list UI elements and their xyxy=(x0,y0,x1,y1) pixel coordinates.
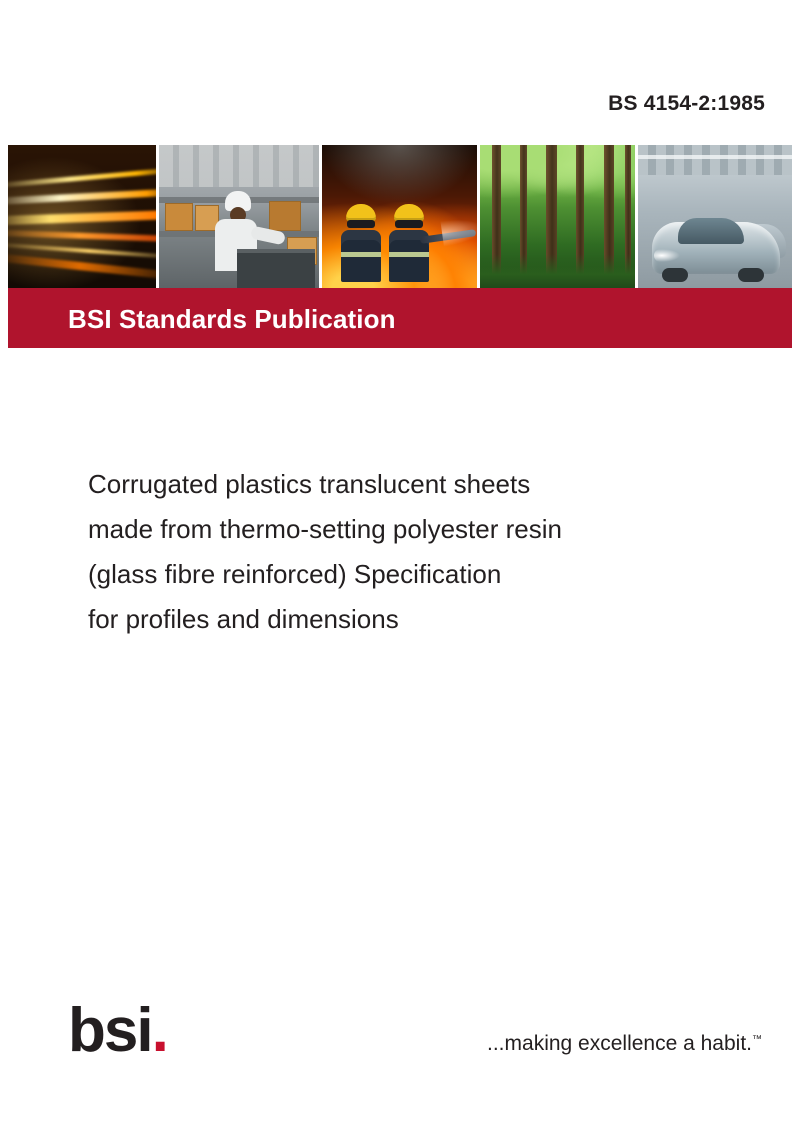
title-line: Corrugated plastics translucent sheets xyxy=(88,469,531,499)
car-wheel xyxy=(662,268,688,282)
helmet xyxy=(346,204,376,221)
title-line: for profiles and dimensions xyxy=(88,604,399,634)
water-spray xyxy=(440,215,477,247)
bsi-logo-text: bsi xyxy=(68,996,152,1065)
standard-number: BS 4154-2:1985 xyxy=(608,92,765,115)
image-warehouse-worker xyxy=(159,145,319,288)
banner-label: BSI Standards Publication xyxy=(68,304,396,334)
factory-ceiling-rail xyxy=(638,145,792,175)
tagline xyxy=(487,1032,762,1056)
image-motorway-light-trails xyxy=(8,145,156,288)
reflective-band xyxy=(341,252,381,257)
warehouse-box xyxy=(165,203,193,231)
smoke xyxy=(322,145,477,205)
title-line: made from thermo-setting polyester resin xyxy=(88,514,562,544)
trademark-symbol: ™ xyxy=(752,1034,762,1045)
car-wheel xyxy=(738,268,764,282)
visor xyxy=(395,220,423,228)
title-line: (glass fibre reinforced) Specification xyxy=(88,559,502,589)
forest-floor xyxy=(480,254,635,288)
image-car-manufacturing xyxy=(638,145,792,288)
firefighter xyxy=(346,204,381,282)
car-headlight xyxy=(654,249,680,262)
warehouse-cart xyxy=(237,249,315,288)
car-windshield xyxy=(678,218,744,244)
page-title xyxy=(88,462,728,642)
bsi-logo-dot: . xyxy=(151,996,167,1065)
reflective-band xyxy=(389,252,429,257)
image-forest xyxy=(480,145,635,288)
bsi-standards-banner xyxy=(8,288,792,348)
image-firefighters xyxy=(322,145,477,288)
warehouse-box xyxy=(269,201,301,231)
visor xyxy=(347,220,375,228)
factory-light-strip xyxy=(638,155,792,159)
cover-image-band xyxy=(8,145,792,288)
bsi-logo xyxy=(68,996,167,1065)
warehouse-ceiling xyxy=(159,145,319,187)
helmet xyxy=(394,204,424,221)
tagline-text: ...making excellence a habit. xyxy=(487,1032,752,1055)
